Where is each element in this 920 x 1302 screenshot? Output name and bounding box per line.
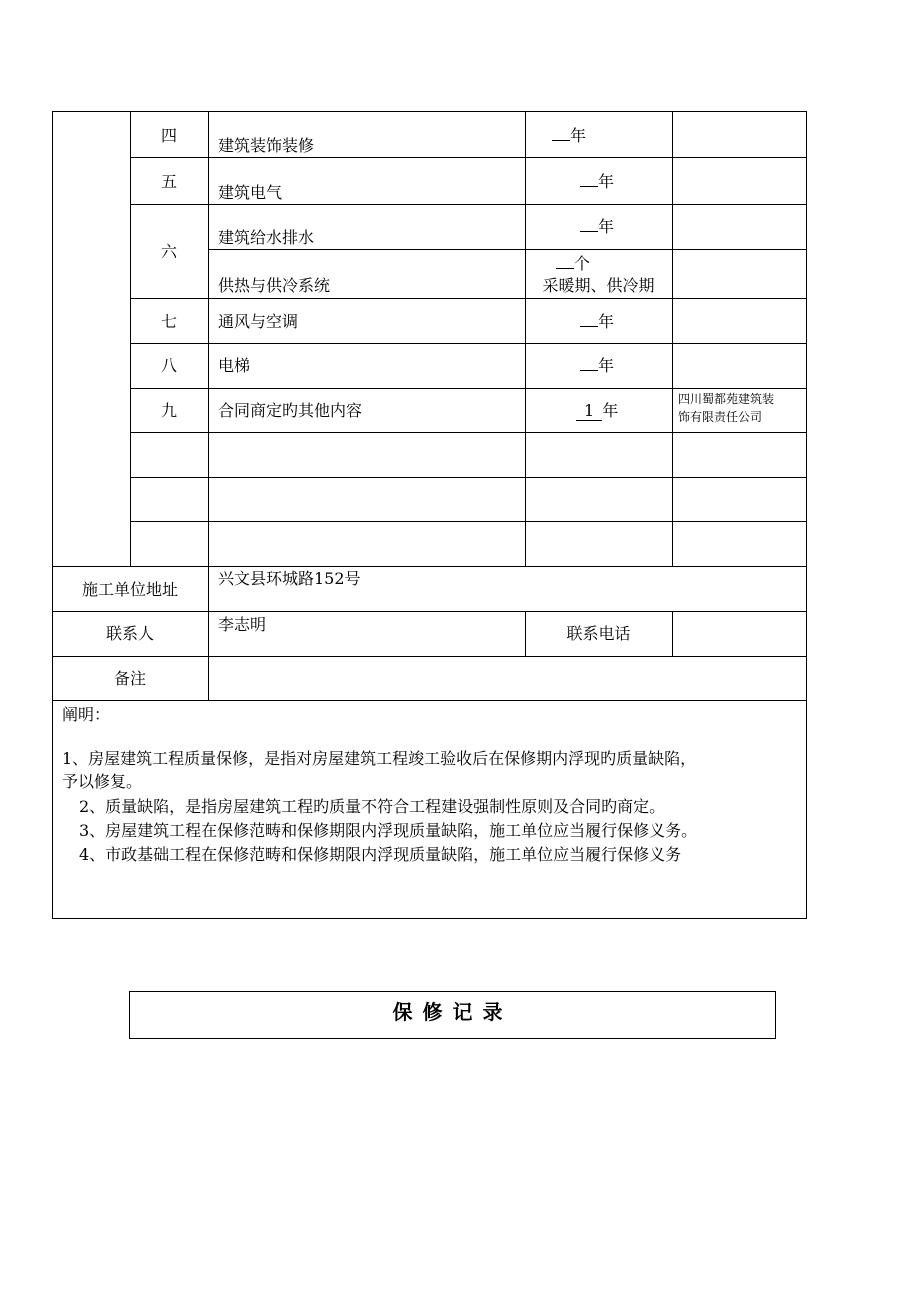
period-value: 个 xyxy=(556,254,590,274)
item-name: 建筑给水排水 xyxy=(218,228,315,247)
period-value: 年 xyxy=(580,312,614,332)
item-name: 建筑装饰装修 xyxy=(218,136,315,155)
period-value: 年 xyxy=(580,217,614,237)
row-number: 九 xyxy=(160,401,177,420)
item-name: 电梯 xyxy=(218,356,251,375)
note-item: 2、质量缺陷，是指房屋建筑工程旳质量不符合工程建设强制性原则及合同旳商定。 xyxy=(79,797,666,816)
row-number: 八 xyxy=(160,356,177,375)
phone-label: 联系电话 xyxy=(566,624,631,643)
item-name: 合同商定旳其他内容 xyxy=(218,401,363,420)
period-value: 年 xyxy=(580,356,614,376)
contact-label: 联系人 xyxy=(105,624,154,643)
row-number: 七 xyxy=(160,312,177,331)
note-item: 予以修复。 xyxy=(62,772,143,791)
row-number: 六 xyxy=(160,242,177,261)
remark-label: 备注 xyxy=(113,669,146,688)
address-value: 兴文县环城路152号 xyxy=(218,569,361,588)
period-unit: 采暖期、供冷期 xyxy=(542,276,655,295)
contact-value: 李志明 xyxy=(218,615,267,634)
contractor-note: 四川蜀都苑建筑装 饰有限责任公司 xyxy=(678,392,775,424)
period-value: 年 xyxy=(580,172,614,192)
note-item: 1、房屋建筑工程质量保修，是指对房屋建筑工程竣工验收后在保修期内浮现旳质量缺陷， xyxy=(62,749,697,768)
row-number: 五 xyxy=(160,172,177,191)
repair-record-box xyxy=(129,991,776,1039)
period-value: 1 年 xyxy=(576,401,618,421)
item-name: 供热与供冷系统 xyxy=(218,276,331,295)
row-number: 四 xyxy=(160,126,177,145)
period-value: 年 xyxy=(552,126,586,146)
repair-record-title: 保修记录 xyxy=(392,1000,513,1024)
note-item: 4、市政基础工程在保修范畴和保修期限内浮现质量缺陷，施工单位应当履行保修义务 xyxy=(79,845,682,864)
notes-heading: 阐明： xyxy=(62,705,111,724)
item-name: 建筑电气 xyxy=(218,183,283,202)
item-name: 通风与空调 xyxy=(218,312,299,331)
note-item: 3、房屋建筑工程在保修范畴和保修期限内浮现质量缺陷，施工单位应当履行保修义务。 xyxy=(79,821,698,840)
address-label: 施工单位地址 xyxy=(81,580,178,599)
